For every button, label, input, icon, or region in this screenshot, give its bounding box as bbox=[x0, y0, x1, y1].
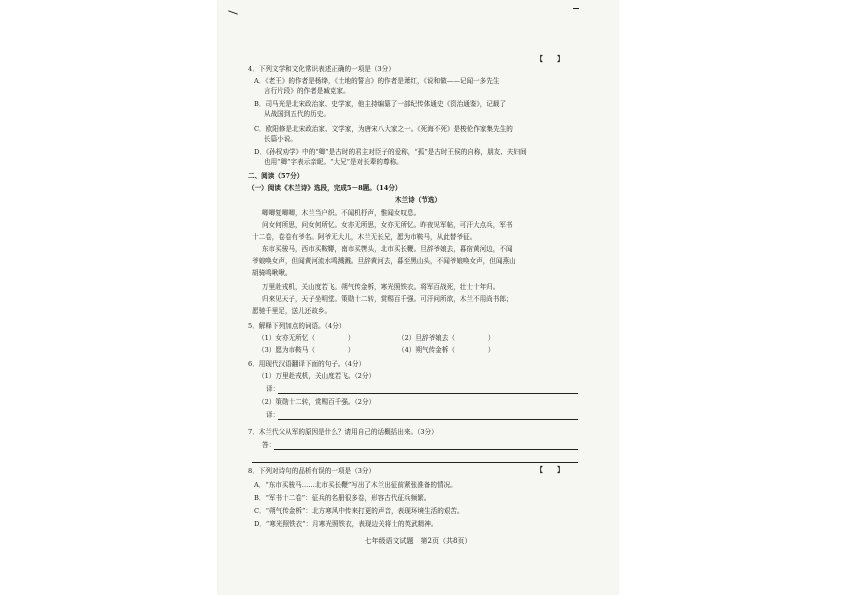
poem-line: 唧唧复唧唧，木兰当户织。不闻机杼声，惟闻女叹息。 bbox=[262, 209, 421, 217]
question-7-stem: 7．木兰代父从军的原因是什么？请用自己的话概括出来。（3分） bbox=[248, 428, 438, 436]
poem-line: 胡骑鸣啾啾。 bbox=[252, 269, 292, 277]
question-8-option-c: C．“朔气传金柝”：北方寒风中传来打更的声音，表现环境生活的艰苦。 bbox=[254, 507, 464, 515]
poem-line: 十二卷，卷卷有爷名。阿爷无大儿，木兰无长兄，愿为市鞍马，从此替爷征。 bbox=[252, 233, 477, 241]
answer-bracket-q4: 【 】 bbox=[536, 54, 564, 63]
answer-line bbox=[278, 393, 578, 394]
question-8-option-a: A．“东市买骏马……北市买长鞭”写出了木兰出征前紧张准备的情况。 bbox=[254, 481, 457, 489]
question-4-stem: 4．下列文学和文化常识表述正确的一项是（3分） bbox=[248, 65, 395, 73]
question-5-item-1: （1）女亦无所忆（ ） bbox=[258, 334, 355, 342]
poem-line: 万里赴戎机，关山度若飞。朔气传金柝，寒光照铁衣。将军百战死，壮士十年归。 bbox=[262, 283, 500, 291]
question-4-option-a-cont: 言行片段》的作者是臧克家。 bbox=[264, 87, 350, 95]
question-4-option-a: A．《老王》的作者是杨绛，《土地的誓言》的作者是萧红，《说和做——记闻一多先生 bbox=[254, 77, 500, 85]
question-5-item-3: （3）愿为市鞍马（ ） bbox=[258, 346, 355, 354]
poem-line: 问女何所思，问女何所忆。女亦无所思，女亦无所忆。昨夜见军帖，可汗大点兵，军书 bbox=[262, 221, 513, 229]
poem-line: 爷娘唤女声，但闻黄河流水鸣溅溅。旦辞黄河去，暮至黑山头，不闻爷娘唤女声，但闻燕山 bbox=[252, 257, 516, 265]
question-4-option-d: D．《孙权劝学》中的“卿”是古时的君主对臣子的爱称，“孤”是古时王侯的自称，朋友、夫妇间 bbox=[254, 148, 527, 156]
section-heading-reading: 二、阅读（57分） bbox=[248, 172, 304, 180]
question-4-option-b-cont: 从战国到五代的历史。 bbox=[264, 110, 330, 118]
poem-title: 木兰诗（节选） bbox=[394, 196, 442, 204]
question-8-stem: 8．下列对诗句的品析有误的一项是（3分） bbox=[248, 467, 376, 475]
answer-line bbox=[274, 449, 578, 450]
question-6-sentence-1: （1）万里赴戎机，关山度若飞。（2分） bbox=[258, 372, 376, 380]
answer-line bbox=[252, 462, 578, 463]
answer-label: 答： bbox=[262, 441, 276, 449]
poem-line: 东市买骏马，西市买鞍鞯，南市买辔头，北市买长鞭。旦辞爷娘去，暮宿黄河边，不闻 bbox=[262, 245, 513, 253]
answer-line bbox=[278, 419, 578, 420]
question-4-option-b: B．司马光是北宋政治家、史学家，他主持编纂了一部纪传体通史《资治通鉴》，记载了 bbox=[254, 100, 507, 108]
exam-paper bbox=[218, 0, 618, 595]
part-heading-1: （一）阅读《木兰诗》选段，完成5－8题。（14分） bbox=[248, 184, 402, 192]
question-4-option-d-cont: 也用“卿”字表示亲昵。“大兄”是对长辈的尊称。 bbox=[264, 158, 403, 166]
answer-label: 译： bbox=[266, 411, 280, 419]
question-6-sentence-2: （2）策勋十二转，赏赐百千强。（2分） bbox=[258, 398, 376, 406]
page-footer: 七年级语文试题 第2页（共8页） bbox=[364, 537, 472, 545]
question-4-option-c: C．欧阳修是北宋政治家、文学家，为唐宋八大家之一。《死海不死》是梭伦作家集先生的 bbox=[254, 125, 513, 133]
scan-mark bbox=[573, 8, 579, 9]
question-5-item-4: （4）朔气传金柝（ ） bbox=[398, 346, 495, 354]
poem-line: 归来见天子，天子坐明堂。策勋十二转，赏赐百千强。可汗问所欲，木兰不用尚书郎； bbox=[262, 295, 513, 303]
question-8-option-b: B．“军书十二卷”：征兵的名册很多卷，形容古代征兵频繁。 bbox=[254, 494, 431, 502]
question-6-stem: 6．用现代汉语翻译下面的句子。（4分） bbox=[248, 360, 366, 368]
question-8-option-d: D．“寒光照铁衣”：月寒光照铁衣，表现边关将士的英武精神。 bbox=[254, 520, 438, 528]
question-5-item-2: （2）旦辞爷娘去（ ） bbox=[398, 334, 495, 342]
question-5-stem: 5．解释下列加点的词语。（4分） bbox=[248, 322, 346, 330]
answer-bracket-q8: 【 】 bbox=[536, 465, 564, 474]
scan-mark bbox=[228, 10, 238, 14]
answer-label: 译： bbox=[266, 385, 280, 393]
question-4-option-c-cont: 长篇小说。 bbox=[264, 135, 297, 143]
poem-line: 愿驰千里足，送儿还故乡。 bbox=[252, 307, 332, 315]
